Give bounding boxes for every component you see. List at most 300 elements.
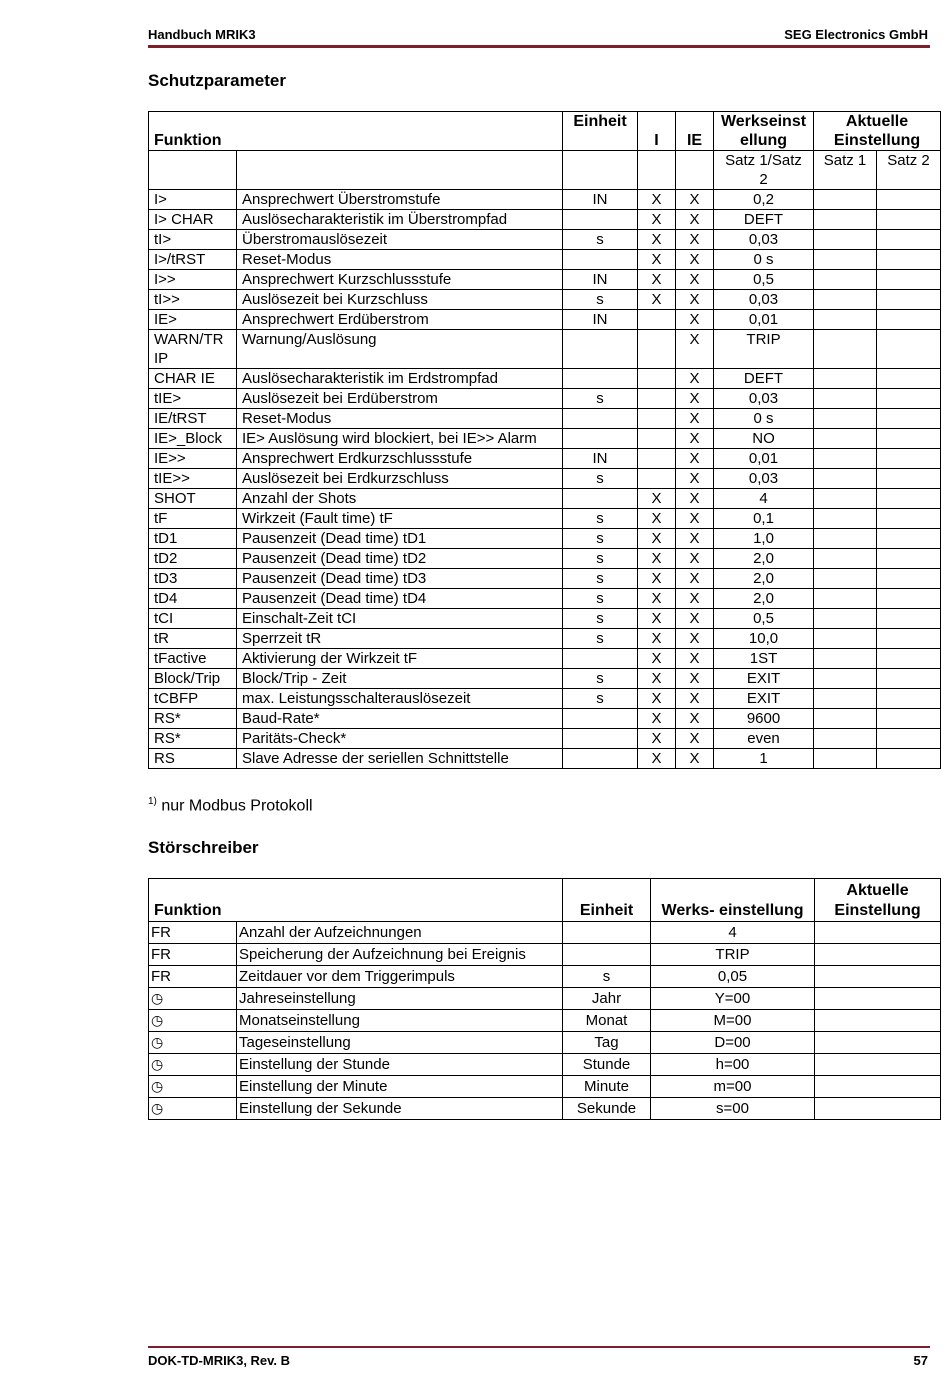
table-row: [149, 629, 941, 649]
cell-funktion: Ansprechwert Überstromstufe: [237, 190, 563, 210]
cell-satz1: [814, 210, 877, 230]
cell-satz2: [877, 689, 941, 709]
cell-ie: X: [676, 689, 714, 709]
cell-einheit: s: [563, 469, 638, 489]
cell-i: X: [638, 729, 676, 749]
clock-icon: ◷: [149, 1054, 237, 1076]
cell-einheit: [563, 369, 638, 389]
cell-werks: 1,0: [714, 529, 814, 549]
cell-funktion: Auslösezeit bei Erdüberstrom: [237, 389, 563, 409]
cell-i: [638, 369, 676, 389]
header-rule: [148, 45, 930, 48]
cell-satz1: [814, 310, 877, 330]
cell-i: X: [638, 509, 676, 529]
schutzparameter-table: [148, 111, 941, 769]
table-row: [149, 988, 941, 1010]
cell-funktion: Warnung/Auslösung: [237, 330, 563, 369]
cell-satz2: [877, 330, 941, 369]
cell-aktuelle: [815, 966, 941, 988]
cell-satz1: [814, 729, 877, 749]
cell-satz2: [877, 310, 941, 330]
cell-werks: 9600: [714, 709, 814, 729]
cell-ie: X: [676, 729, 714, 749]
col-i: I: [638, 112, 676, 151]
cell-code: I>: [149, 190, 237, 210]
cell-aktuelle: [815, 988, 941, 1010]
cell-funktion: Ansprechwert Erdkurzschlussstufe: [237, 449, 563, 469]
section-title-stoerschreiber: Störschreiber: [148, 838, 259, 857]
table-row: [149, 749, 941, 769]
cell-satz1: [814, 469, 877, 489]
cell-einheit: s: [563, 569, 638, 589]
cell-code: tFactive: [149, 649, 237, 669]
table-row: [149, 469, 941, 489]
cell-code: FR: [149, 966, 237, 988]
col-satz1: Satz 1: [814, 151, 877, 190]
cell-satz1: [814, 509, 877, 529]
cell-satz1: [814, 290, 877, 310]
cell-ie: X: [676, 609, 714, 629]
cell-code: tIE>: [149, 389, 237, 409]
cell-satz1: [814, 569, 877, 589]
clock-icon: ◷: [149, 1010, 237, 1032]
cell-funktion: Pausenzeit (Dead time) tD2: [237, 549, 563, 569]
cell-funktion: Slave Adresse der seriellen Schnittstelle: [237, 749, 563, 769]
cell-funktion: Tageseinstellung: [237, 1032, 563, 1054]
cell-ie: X: [676, 210, 714, 230]
cell-satz2: [877, 290, 941, 310]
cell-satz2: [877, 469, 941, 489]
cell-satz2: [877, 429, 941, 449]
cell-satz1: [814, 369, 877, 389]
cell-satz1: [814, 549, 877, 569]
col-einheit: Einheit: [563, 112, 638, 151]
cell-werks: 0 s: [714, 409, 814, 429]
cell-satz2: [877, 749, 941, 769]
cell-einheit: [563, 409, 638, 429]
cell-einheit: s: [563, 529, 638, 549]
cell-satz1: [814, 649, 877, 669]
col-ie: IE: [676, 112, 714, 151]
cell-satz1: [814, 389, 877, 409]
cell-i: X: [638, 569, 676, 589]
table-row: [149, 389, 941, 409]
cell-ie: X: [676, 529, 714, 549]
cell-einheit: [563, 922, 651, 944]
cell-i: [638, 429, 676, 449]
cell-funktion: Pausenzeit (Dead time) tD1: [237, 529, 563, 549]
cell-werks: M=00: [651, 1010, 815, 1032]
clock-icon: ◷: [149, 1098, 237, 1120]
table-row: [149, 529, 941, 549]
cell-werks: D=00: [651, 1032, 815, 1054]
cell-satz1: [814, 330, 877, 369]
cell-werks: EXIT: [714, 669, 814, 689]
cell-einheit: [563, 749, 638, 769]
cell-einheit: [563, 649, 638, 669]
col2-aktuelle: Aktuelle Einstellung: [815, 879, 941, 922]
footnote: [148, 796, 313, 815]
cell-satz1: [814, 709, 877, 729]
cell-einheit: s: [563, 629, 638, 649]
cell-einheit: s: [563, 966, 651, 988]
cell-satz2: [877, 669, 941, 689]
col2-werkseinstellung: Werks- einstellung: [651, 879, 815, 922]
cell-i: [638, 330, 676, 369]
cell-ie: X: [676, 449, 714, 469]
cell-ie: X: [676, 190, 714, 210]
cell-code: tF: [149, 509, 237, 529]
cell-einheit: Minute: [563, 1076, 651, 1098]
table-row: [149, 944, 941, 966]
cell-werks: NO: [714, 429, 814, 449]
cell-werks: 0,03: [714, 469, 814, 489]
clock-icon: ◷: [149, 1076, 237, 1098]
cell-einheit: s: [563, 609, 638, 629]
cell-i: X: [638, 250, 676, 270]
col-werkseinstellung: Werkseinst ellung: [714, 112, 814, 151]
cell-code: CHAR IE: [149, 369, 237, 389]
cell-ie: X: [676, 649, 714, 669]
cell-i: X: [638, 609, 676, 629]
table-row: [149, 569, 941, 589]
cell-i: X: [638, 629, 676, 649]
table-row: [149, 689, 941, 709]
cell-satz2: [877, 569, 941, 589]
table-row: [149, 210, 941, 230]
cell-einheit: IN: [563, 310, 638, 330]
cell-code: tD3: [149, 569, 237, 589]
table-row: [149, 190, 941, 210]
cell-funktion: Anzahl der Shots: [237, 489, 563, 509]
cell-funktion: Pausenzeit (Dead time) tD4: [237, 589, 563, 609]
table-row: [149, 1076, 941, 1098]
cell-ie: X: [676, 709, 714, 729]
table-row: [149, 270, 941, 290]
cell-satz1: [814, 250, 877, 270]
table-row: [149, 250, 941, 270]
cell-ie: X: [676, 569, 714, 589]
table-row: [149, 729, 941, 749]
cell-code: FR: [149, 944, 237, 966]
cell-ie: X: [676, 549, 714, 569]
cell-einheit: IN: [563, 449, 638, 469]
cell-aktuelle: [815, 1032, 941, 1054]
cell-satz1: [814, 429, 877, 449]
cell-funktion: Block/Trip - Zeit: [237, 669, 563, 689]
cell-funktion: Einstellung der Minute: [237, 1076, 563, 1098]
footer-rule: [148, 1346, 930, 1348]
cell-ie: X: [676, 389, 714, 409]
cell-einheit: [563, 330, 638, 369]
cell-i: X: [638, 270, 676, 290]
cell-einheit: s: [563, 509, 638, 529]
cell-i: [638, 389, 676, 409]
cell-werks: TRIP: [714, 330, 814, 369]
cell-satz2: [877, 549, 941, 569]
cell-i: X: [638, 230, 676, 250]
cell-einheit: [563, 709, 638, 729]
cell-funktion: Baud-Rate*: [237, 709, 563, 729]
cell-code: tD4: [149, 589, 237, 609]
cell-werks: Y=00: [651, 988, 815, 1010]
cell-funktion: Auslösecharakteristik im Überstrompfad: [237, 210, 563, 230]
table-row: [149, 369, 941, 389]
cell-i: X: [638, 489, 676, 509]
cell-aktuelle: [815, 1010, 941, 1032]
cell-satz2: [877, 629, 941, 649]
cell-satz1: [814, 669, 877, 689]
table-row: [149, 230, 941, 250]
cell-ie: X: [676, 330, 714, 369]
cell-ie: X: [676, 290, 714, 310]
cell-i: [638, 449, 676, 469]
cell-code: RS*: [149, 729, 237, 749]
cell-code: SHOT: [149, 489, 237, 509]
cell-code: I> CHAR: [149, 210, 237, 230]
cell-ie: X: [676, 230, 714, 250]
table-row: [149, 429, 941, 449]
cell-satz1: [814, 629, 877, 649]
cell-funktion: Ansprechwert Kurzschlussstufe: [237, 270, 563, 290]
table-row: [149, 409, 941, 429]
table-row: [149, 589, 941, 609]
cell-code: IE>: [149, 310, 237, 330]
cell-funktion: Anzahl der Aufzeichnungen: [237, 922, 563, 944]
table-row: [149, 649, 941, 669]
cell-funktion: Auslösezeit bei Erdkurzschluss: [237, 469, 563, 489]
cell-i: X: [638, 549, 676, 569]
cell-einheit: s: [563, 669, 638, 689]
table-row: [149, 310, 941, 330]
cell-funktion: Zeitdauer vor dem Triggerimpuls: [237, 966, 563, 988]
cell-werks: 1ST: [714, 649, 814, 669]
cell-satz1: [814, 270, 877, 290]
cell-einheit: Stunde: [563, 1054, 651, 1076]
cell-i: X: [638, 669, 676, 689]
col2-einheit: Einheit: [563, 879, 651, 922]
cell-werks: 2,0: [714, 589, 814, 609]
cell-satz1: [814, 489, 877, 509]
cell-werks: 0,05: [651, 966, 815, 988]
col-satz2: Satz 2: [877, 151, 941, 190]
cell-funktion: Auslösecharakteristik im Erdstrompfad: [237, 369, 563, 389]
cell-code: tI>: [149, 230, 237, 250]
cell-satz1: [814, 529, 877, 549]
cell-i: X: [638, 749, 676, 769]
cell-werks: 1: [714, 749, 814, 769]
cell-einheit: [563, 429, 638, 449]
cell-werks: 10,0: [714, 629, 814, 649]
table-row: [149, 489, 941, 509]
cell-werks: h=00: [651, 1054, 815, 1076]
cell-ie: X: [676, 310, 714, 330]
cell-einheit: Jahr: [563, 988, 651, 1010]
cell-werks: 0,1: [714, 509, 814, 529]
table-row: [149, 549, 941, 569]
cell-code: I>>: [149, 270, 237, 290]
cell-einheit: s: [563, 290, 638, 310]
cell-einheit: s: [563, 549, 638, 569]
cell-satz1: [814, 449, 877, 469]
cell-code: Block/Trip: [149, 669, 237, 689]
col-satz12: Satz 1/Satz 2: [714, 151, 814, 190]
cell-satz2: [877, 449, 941, 469]
cell-i: X: [638, 210, 676, 230]
cell-code: tCI: [149, 609, 237, 629]
cell-einheit: Sekunde: [563, 1098, 651, 1120]
cell-satz2: [877, 210, 941, 230]
cell-einheit: [563, 489, 638, 509]
cell-werks: 2,0: [714, 549, 814, 569]
cell-einheit: IN: [563, 190, 638, 210]
cell-werks: 0,5: [714, 609, 814, 629]
cell-i: X: [638, 589, 676, 609]
cell-ie: X: [676, 509, 714, 529]
table-row: [149, 290, 941, 310]
footnote-text: nur Modbus Protokoll: [161, 797, 313, 815]
header-right: SEG Electronics GmbH: [784, 27, 928, 42]
cell-werks: even: [714, 729, 814, 749]
cell-werks: TRIP: [651, 944, 815, 966]
table-row: [149, 509, 941, 529]
cell-funktion: Einstellung der Stunde: [237, 1054, 563, 1076]
cell-code: FR: [149, 922, 237, 944]
cell-code: IE/tRST: [149, 409, 237, 429]
clock-icon: ◷: [149, 988, 237, 1010]
cell-satz2: [877, 409, 941, 429]
cell-einheit: IN: [563, 270, 638, 290]
cell-aktuelle: [815, 922, 941, 944]
table-row: [149, 1098, 941, 1120]
cell-funktion: IE> Auslösung wird blockiert, bei IE>> Alarm: [237, 429, 563, 449]
cell-code: IE>>: [149, 449, 237, 469]
cell-funktion: Jahreseinstellung: [237, 988, 563, 1010]
cell-werks: 0,2: [714, 190, 814, 210]
cell-werks: 0,01: [714, 449, 814, 469]
cell-einheit: [563, 210, 638, 230]
cell-satz2: [877, 369, 941, 389]
cell-funktion: Reset-Modus: [237, 409, 563, 429]
cell-ie: X: [676, 749, 714, 769]
cell-satz1: [814, 230, 877, 250]
cell-code: tI>>: [149, 290, 237, 310]
cell-i: X: [638, 649, 676, 669]
cell-funktion: Sperrzeit tR: [237, 629, 563, 649]
cell-i: [638, 310, 676, 330]
cell-satz2: [877, 709, 941, 729]
cell-funktion: max. Leistungsschalterauslösezeit: [237, 689, 563, 709]
cell-i: X: [638, 190, 676, 210]
cell-einheit: s: [563, 689, 638, 709]
cell-werks: 0,01: [714, 310, 814, 330]
cell-i: X: [638, 290, 676, 310]
cell-funktion: Speicherung der Aufzeichnung bei Ereignis: [237, 944, 563, 966]
cell-code: WARN/TR IP: [149, 330, 237, 369]
cell-werks: m=00: [651, 1076, 815, 1098]
cell-einheit: s: [563, 589, 638, 609]
cell-satz1: [814, 589, 877, 609]
cell-i: X: [638, 529, 676, 549]
cell-satz2: [877, 609, 941, 629]
cell-satz1: [814, 409, 877, 429]
cell-werks: EXIT: [714, 689, 814, 709]
cell-code: RS*: [149, 709, 237, 729]
table-row: [149, 1054, 941, 1076]
cell-satz2: [877, 230, 941, 250]
cell-werks: 4: [714, 489, 814, 509]
footnote-marker: 1): [148, 796, 157, 807]
col-aktuelle: Aktuelle Einstellung: [814, 112, 941, 151]
cell-einheit: Monat: [563, 1010, 651, 1032]
cell-funktion: Reset-Modus: [237, 250, 563, 270]
cell-i: [638, 469, 676, 489]
cell-code: tR: [149, 629, 237, 649]
cell-satz2: [877, 729, 941, 749]
cell-einheit: [563, 944, 651, 966]
section-title-schutzparameter: Schutzparameter: [148, 71, 286, 90]
cell-satz2: [877, 509, 941, 529]
cell-satz2: [877, 589, 941, 609]
cell-code: tD1: [149, 529, 237, 549]
cell-satz2: [877, 489, 941, 509]
cell-funktion: Paritäts-Check*: [237, 729, 563, 749]
col-funktion: Funktion: [149, 112, 563, 151]
table-row: [149, 709, 941, 729]
cell-einheit: s: [563, 230, 638, 250]
cell-aktuelle: [815, 1076, 941, 1098]
cell-i: X: [638, 709, 676, 729]
cell-ie: X: [676, 669, 714, 689]
cell-satz1: [814, 609, 877, 629]
cell-ie: X: [676, 270, 714, 290]
cell-funktion: Einschalt-Zeit tCI: [237, 609, 563, 629]
table-row: [149, 922, 941, 944]
cell-funktion: Auslösezeit bei Kurzschluss: [237, 290, 563, 310]
cell-satz2: [877, 389, 941, 409]
table-row: [149, 1010, 941, 1032]
cell-aktuelle: [815, 1054, 941, 1076]
cell-satz2: [877, 270, 941, 290]
cell-code: tD2: [149, 549, 237, 569]
cell-funktion: Pausenzeit (Dead time) tD3: [237, 569, 563, 589]
table-row: [149, 966, 941, 988]
page-number: 57: [913, 1353, 928, 1368]
cell-funktion: Ansprechwert Erdüberstrom: [237, 310, 563, 330]
cell-werks: 0,5: [714, 270, 814, 290]
cell-code: IE>_Block: [149, 429, 237, 449]
cell-werks: 0 s: [714, 250, 814, 270]
cell-funktion: Wirkzeit (Fault time) tF: [237, 509, 563, 529]
table-row: [149, 1032, 941, 1054]
col2-funktion: Funktion: [149, 879, 563, 922]
cell-ie: X: [676, 409, 714, 429]
cell-code: RS: [149, 749, 237, 769]
cell-satz2: [877, 250, 941, 270]
clock-icon: ◷: [149, 1032, 237, 1054]
cell-einheit: [563, 729, 638, 749]
cell-i: [638, 409, 676, 429]
cell-aktuelle: [815, 1098, 941, 1120]
cell-einheit: Tag: [563, 1032, 651, 1054]
stoerschreiber-table: [148, 878, 941, 1120]
table-row: [149, 330, 941, 369]
cell-satz1: [814, 689, 877, 709]
cell-funktion: Monatseinstellung: [237, 1010, 563, 1032]
cell-werks: 0,03: [714, 230, 814, 250]
cell-code: I>/tRST: [149, 250, 237, 270]
table-row: [149, 449, 941, 469]
